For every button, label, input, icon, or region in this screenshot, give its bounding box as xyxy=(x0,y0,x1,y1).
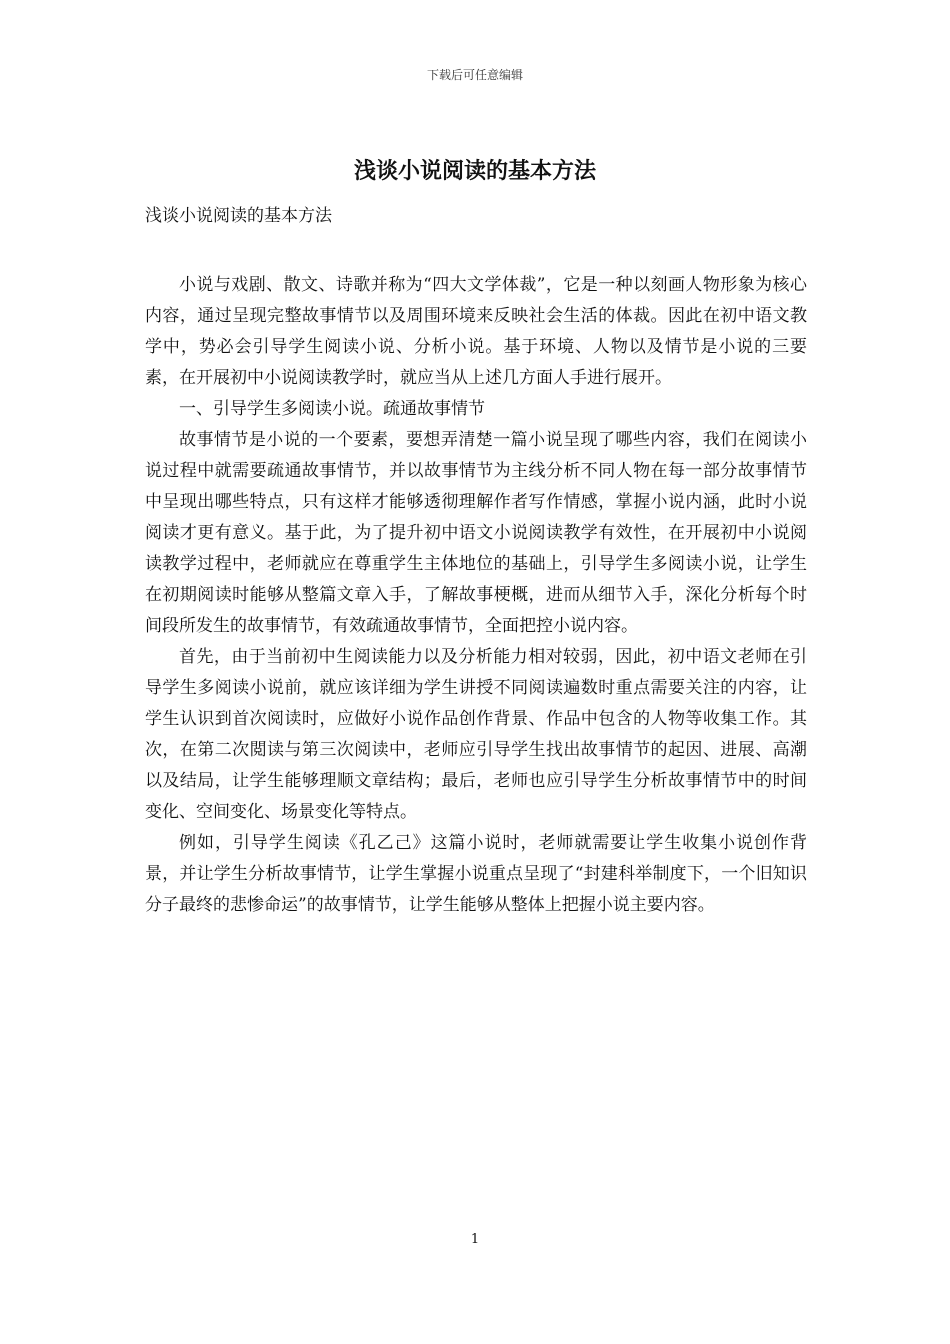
section-heading-1: 一、引导学生多阅读小说。疏通故事情节 xyxy=(179,399,485,419)
page-number: 1 xyxy=(470,1232,480,1247)
document-subtitle: 浅谈小说阅读的基本方法 xyxy=(145,206,332,226)
document-body xyxy=(145,270,807,921)
document-title: 浅谈小说阅读的基本方法 xyxy=(353,158,596,184)
paragraph-example: 例如，引导学生阅读《孔乙己》这篇小说时，老师就需要让学生收集小说创作背景，并让学生分析故事情节，让学生掌握小说重点呈现了“封建科举制度下，一个旧知识分子最终的悲惨命运”的故事情节，让学生能够从整体上把握小说主要内容。 xyxy=(145,833,807,915)
paragraph-plot: 故事情节是小说的一个要素，要想弄清楚一篇小说呈现了哪些内容，我们在阅读小说过程中就需要疏通故事情节，并以故事情节为主线分析不同人物在每一部分故事情节中呈现出哪些特点，只有这样才能够透彻理解作者写作情感，掌握小说内涵，此时小说阅读才更有意义。基于此，为了提升初中语文小说阅读教学有效性，在开展初中小说阅读教学过程中，老师就应在尊重学生主体地位的基础上，引导学生多阅读小说，让学生在初期阅读时能够从整篇文章入手，了解故事梗概，进而从细节入手，深化分析每个时间段所发生的故事情节，有效疏通故事情节，全面把控小说内容。 xyxy=(145,430,807,636)
header-note: 下载后可任意编辑 xyxy=(426,68,523,82)
paragraph-intro: 小说与戏剧、散文、诗歌并称为“四大文学体裁”，它是一种以刻画人物形象为核心内容，通过呈现完整故事情节以及周围环境来反映社会生活的体裁。因此在初中语文教学中，势必会引导学生阅读小说、分析小说。基于环境、人物以及情节是小说的三要素，在开展初中小说阅读教学时，就应当从上述几方面人手进行展开。 xyxy=(145,275,807,388)
paragraph-steps: 首先，由于当前初中生阅读能力以及分析能力相对较弱，因此，初中语文老师在引导学生多阅读小说前，就应该详细为学生讲授不同阅读遍数时重点需要关注的内容，让学生认识到首次阅读时，应做好小说作品创作背景、作品中包含的人物等收集工作。其次，在第二次閲读与第三次阅读中，老师应引导学生找出故事情节的起因、进展、高潮以及结局，让学生能够理顺文章结构；最后，老师也应引导学生分析故事情节中的时间变化、空间变化、场景变化等特点。 xyxy=(145,647,807,822)
